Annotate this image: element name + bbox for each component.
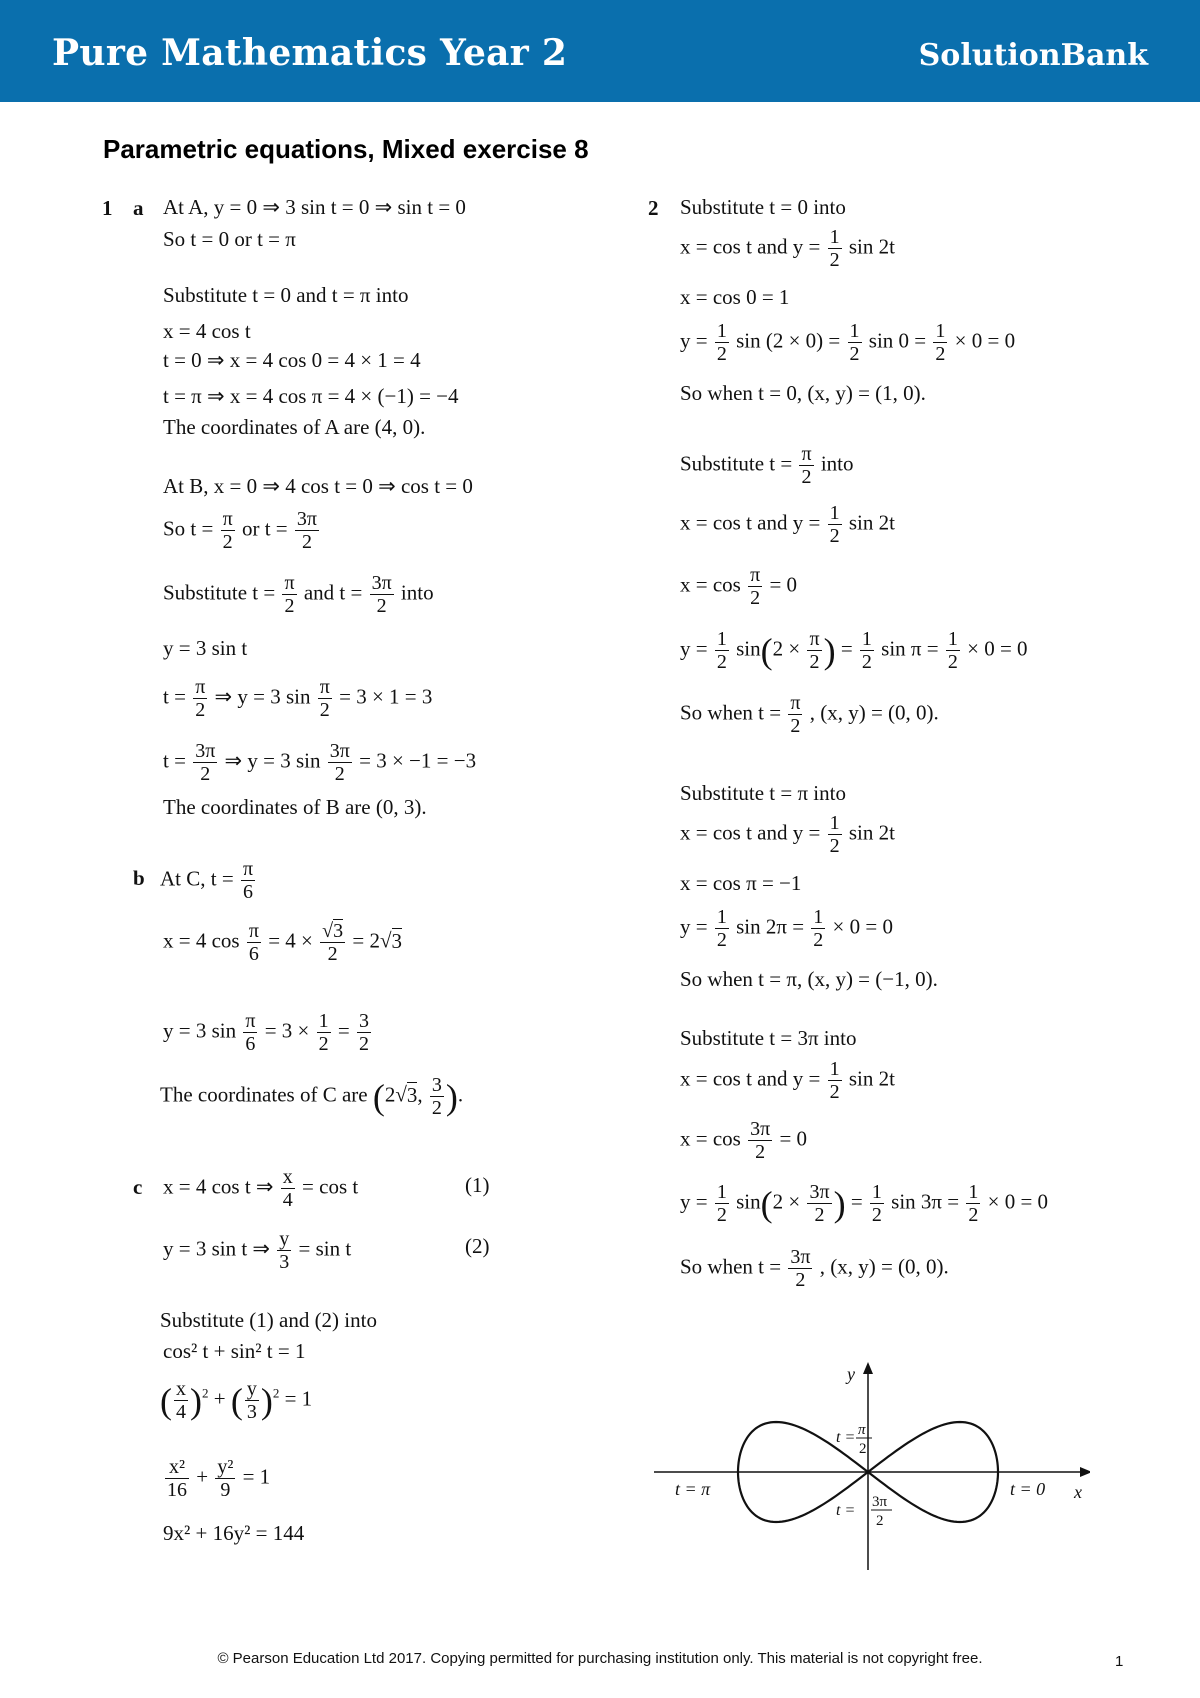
line-a5: t = 0 ⇒ x = 4 cos 0 = 4 × 1 = 4 [163,348,421,372]
fraction-y-over-3: $\frac{y}{3}$ [279,1228,290,1274]
header-band [0,0,1200,102]
line-a7: The coordinates of A are (4, 0). [163,415,426,439]
fraction-3pi-over-2: $\frac{3\pi}{2}$ [371,572,392,618]
fraction-3pi-over-2: $\frac{3\pi}{2}$ [790,1246,811,1292]
fraction-pi-over-6: $\frac{\pi}{6}$ [248,920,259,966]
part-label-c: c [133,1175,143,1199]
fraction-1-over-2: $\frac{1}{2}$ [716,628,727,674]
fraction-y2-over-9: $\frac{\text{y²}}{9}$ [217,1456,234,1502]
line-r9: y = $\frac{1}{2}$ sin(2 × $\frac{\pi}{2}$ ) = $\frac{1}{2}$ sin π = $\frac{1}{2}$ × 0 = 0 [680,628,1028,674]
fraction-1-over-2: $\frac{1}{2}$ [716,320,727,366]
fraction-1-over-2: $\frac{1}{2}$ [871,1181,882,1227]
line-c7: Substitute (1) and (2) into [160,1308,377,1332]
line-c10: $\frac{\text{x²}}{16}$ + $\frac{\text{y²}}{9}$ = 1 [167,1456,271,1502]
fraction-1-over-2: $\frac{1}{2}$ [716,1181,727,1227]
line-a18: t = $\frac{3\pi}{2}$ ⇒ y = 3 sin $\frac{3\pi}{2}$ = 3 × −1 = −3 [163,740,477,786]
fraction-y-over-3: $\frac{y}{3}$ [246,1378,257,1424]
part-label-b: b [133,866,145,890]
fraction-x-over-4: $\frac{x}{4}$ [282,1166,293,1212]
question-number-1: 1 [102,196,113,220]
line-b1: At C, t = $\frac{\pi}{6}$ [160,858,254,904]
label-t-pi: t = π [675,1479,711,1499]
line-r19: y = $\frac{1}{2}$ sin(2 × $\frac{3\pi}{2}$ ) = $\frac{1}{2}$ sin 3π = $\frac{1}{2}$ × 0 = 0 [680,1181,1049,1227]
line-r7: x = cos t and y = $\frac{1}{2}$ sin 2t [680,502,895,548]
fraction-1-over-2: $\frac{1}{2}$ [716,906,727,952]
line-r3: x = cos 0 = 1 [680,285,790,309]
line-c8: cos² t + sin² t = 1 [163,1339,306,1363]
fraction-x2-over-16: $\frac{\text{x²}}{16}$ [167,1456,187,1502]
line-r20: So when t = $\frac{3\pi}{2}$ , (x, y) = (0, 0). [680,1246,949,1292]
fraction-1-over-2: $\frac{1}{2}$ [829,1058,840,1104]
line-a9: So t = $\frac{\pi}{2}$ or t = $\frac{3\pi}{2}$ [163,508,317,554]
fraction-3pi-over-2: $\frac{3\pi}{2}$ [329,740,350,786]
fraction-1-over-2: $\frac{1}{2}$ [318,1010,329,1056]
line-a14: y = 3 sin t [163,636,248,660]
line-r16: Substitute t = 3π into [680,1026,857,1050]
line-r15: So when t = π, (x, y) = (−1, 0). [680,967,938,991]
line-r12: x = cos t and y = $\frac{1}{2}$ sin 2t [680,812,895,858]
fraction-pi-over-6: $\frac{\pi}{6}$ [245,1010,256,1056]
fraction-3pi-over-2: $\frac{3\pi}{2}$ [750,1118,771,1164]
label-t-pi-over-2: t = [836,1429,856,1446]
line-b2: x = 4 cos $\frac{\pi}{6}$ = 4 × $\frac{√3}{2}$ = 2√3 [163,920,402,966]
line-r8: x = cos $\frac{\pi}{2}$ = 0 [680,564,798,610]
x-axis-arrow [1080,1467,1090,1477]
line-b8: The coordinates of C are (2√3, $\frac{3}{2}$ ). [160,1074,464,1120]
label-t-zero: t = 0 [1010,1479,1046,1499]
label-three-pi: 3π [872,1494,888,1510]
fraction-1-over-2: $\frac{1}{2}$ [829,226,840,272]
label-two: 2 [859,1441,867,1457]
line-r14: y = $\frac{1}{2}$ sin 2π = $\frac{1}{2}$ × 0 = 0 [680,906,893,952]
fraction-root3-over-2: $\frac{√3}{2}$ [322,920,344,966]
fraction-1-over-2: $\frac{1}{2}$ [947,628,958,674]
book-title: Pure Mathematics Year 2 [52,32,568,74]
footer-copyright: © Pearson Education Ltd 2017. Copying permitted for purchasing institution only. This material is not copyright free. [217,1650,983,1667]
line-a20: The coordinates of B are (0, 3). [163,795,427,819]
fraction-1-over-2: $\frac{1}{2}$ [968,1181,979,1227]
fraction-pi-over-2: $\frac{\pi}{2}$ [790,692,801,738]
section-title: Parametric equations, Mixed exercise 8 [103,134,589,164]
fraction-1-over-2: $\frac{1}{2}$ [849,320,860,366]
line-r13: x = cos π = −1 [680,871,802,895]
brand-name: SolutionBank [918,38,1148,73]
part-label-a: a [133,196,144,220]
page-number: 1 [1115,1653,1124,1670]
fraction-1-over-2: $\frac{1}{2}$ [829,502,840,548]
figure-eight-graph [650,1360,1090,1570]
line-r10: So when t = $\frac{\pi}{2}$ , (x, y) = (0, 0). [680,692,939,738]
fraction-x-over-4: $\frac{x}{4}$ [176,1378,186,1424]
line-b5: y = 3 sin $\frac{\pi}{6}$ = 3 × $\frac{1}{2}$ = $\frac{3}{2}$ [163,1010,369,1056]
equation-label-2: (2) [465,1234,490,1258]
fraction-pi-over-6: $\frac{\pi}{6}$ [242,858,254,904]
fraction-3pi-over-2: $\frac{3\pi}{2}$ [195,740,216,786]
line-a1: At A, y = 0 ⇒ 3 sin t = 0 ⇒ sin t = 0 [163,195,466,219]
label-two: 2 [876,1513,884,1529]
line-a2: So t = 0 or t = π [163,227,296,251]
fraction-pi-over-2: $\frac{\pi}{2}$ [809,628,820,674]
line-a3: Substitute t = 0 and t = π into [163,283,409,307]
line-a8: At B, x = 0 ⇒ 4 cos t = 0 ⇒ cos t = 0 [163,474,473,498]
line-a6: t = π ⇒ x = 4 cos π = 4 × (−1) = −4 [163,384,459,408]
fraction-pi-over-2: $\frac{\pi}{2}$ [195,676,206,722]
question-number-2: 2 [648,196,659,220]
fraction-1-over-2: $\frac{1}{2}$ [829,812,840,858]
fraction-pi-over-2: $\frac{\pi}{2}$ [319,676,330,722]
line-c9: ( $\frac{x}{4}$ )$^2$ + ( $\frac{y}{3}$ )$^2$ = 1 [160,1378,313,1424]
fraction-pi-over-2: $\frac{\pi}{2}$ [222,508,233,554]
equation-label-1: (1) [465,1173,490,1197]
line-a4: x = 4 cos t [163,319,251,343]
fraction-3pi-over-2: $\frac{3\pi}{2}$ [809,1181,830,1227]
line-c11: 9x² + 16y² = 144 [163,1521,305,1545]
line-r4: y = $\frac{1}{2}$ sin (2 × 0) = $\frac{1}{2}$ sin 0 = $\frac{1}{2}$ × 0 = 0 [680,320,1016,366]
line-c1: x = 4 cos t ⇒ $\frac{x}{4}$ = cos t [163,1166,359,1212]
line-r1: Substitute t = 0 into [680,195,846,219]
label-t-3pi-over-2: t = [836,1502,856,1519]
fraction-1-over-2: $\frac{1}{2}$ [935,320,946,366]
x-axis-label: x [1074,1482,1082,1502]
fraction-3-over-2: $\frac{3}{2}$ [359,1010,369,1056]
line-c4: y = 3 sin t ⇒ $\frac{y}{3}$ = sin t [163,1228,352,1274]
fraction-pi-over-2: $\frac{\pi}{2}$ [284,572,295,618]
line-r6: Substitute t = $\frac{\pi}{2}$ into [680,443,854,489]
label-pi: π [858,1422,866,1438]
y-axis-label: y [847,1364,855,1384]
line-r17: x = cos t and y = $\frac{1}{2}$ sin 2t [680,1058,895,1104]
line-r11: Substitute t = π into [680,781,846,805]
fraction-1-over-2: $\frac{1}{2}$ [813,906,824,952]
fraction-pi-over-2: $\frac{\pi}{2}$ [750,564,761,610]
y-axis-arrow [863,1362,873,1374]
line-a15: t = $\frac{\pi}{2}$ ⇒ y = 3 sin $\frac{\pi}{2}$ = 3 × 1 = 3 [163,676,433,722]
fraction-pi-over-2: $\frac{\pi}{2}$ [801,443,812,489]
fraction-1-over-2: $\frac{1}{2}$ [861,628,872,674]
line-r2: x = cos t and y = $\frac{1}{2}$ sin 2t [680,226,895,272]
fraction-3-over-2: $\frac{3}{2}$ [431,1074,442,1120]
line-a11: Substitute t = $\frac{\pi}{2}$ and t = $\frac{3\pi}{2}$ into [163,572,434,618]
line-r18: x = cos $\frac{3\pi}{2}$ = 0 [680,1118,808,1164]
fraction-3pi-over-2: $\frac{3\pi}{2}$ [296,508,317,554]
line-r5: So when t = 0, (x, y) = (1, 0). [680,381,926,405]
